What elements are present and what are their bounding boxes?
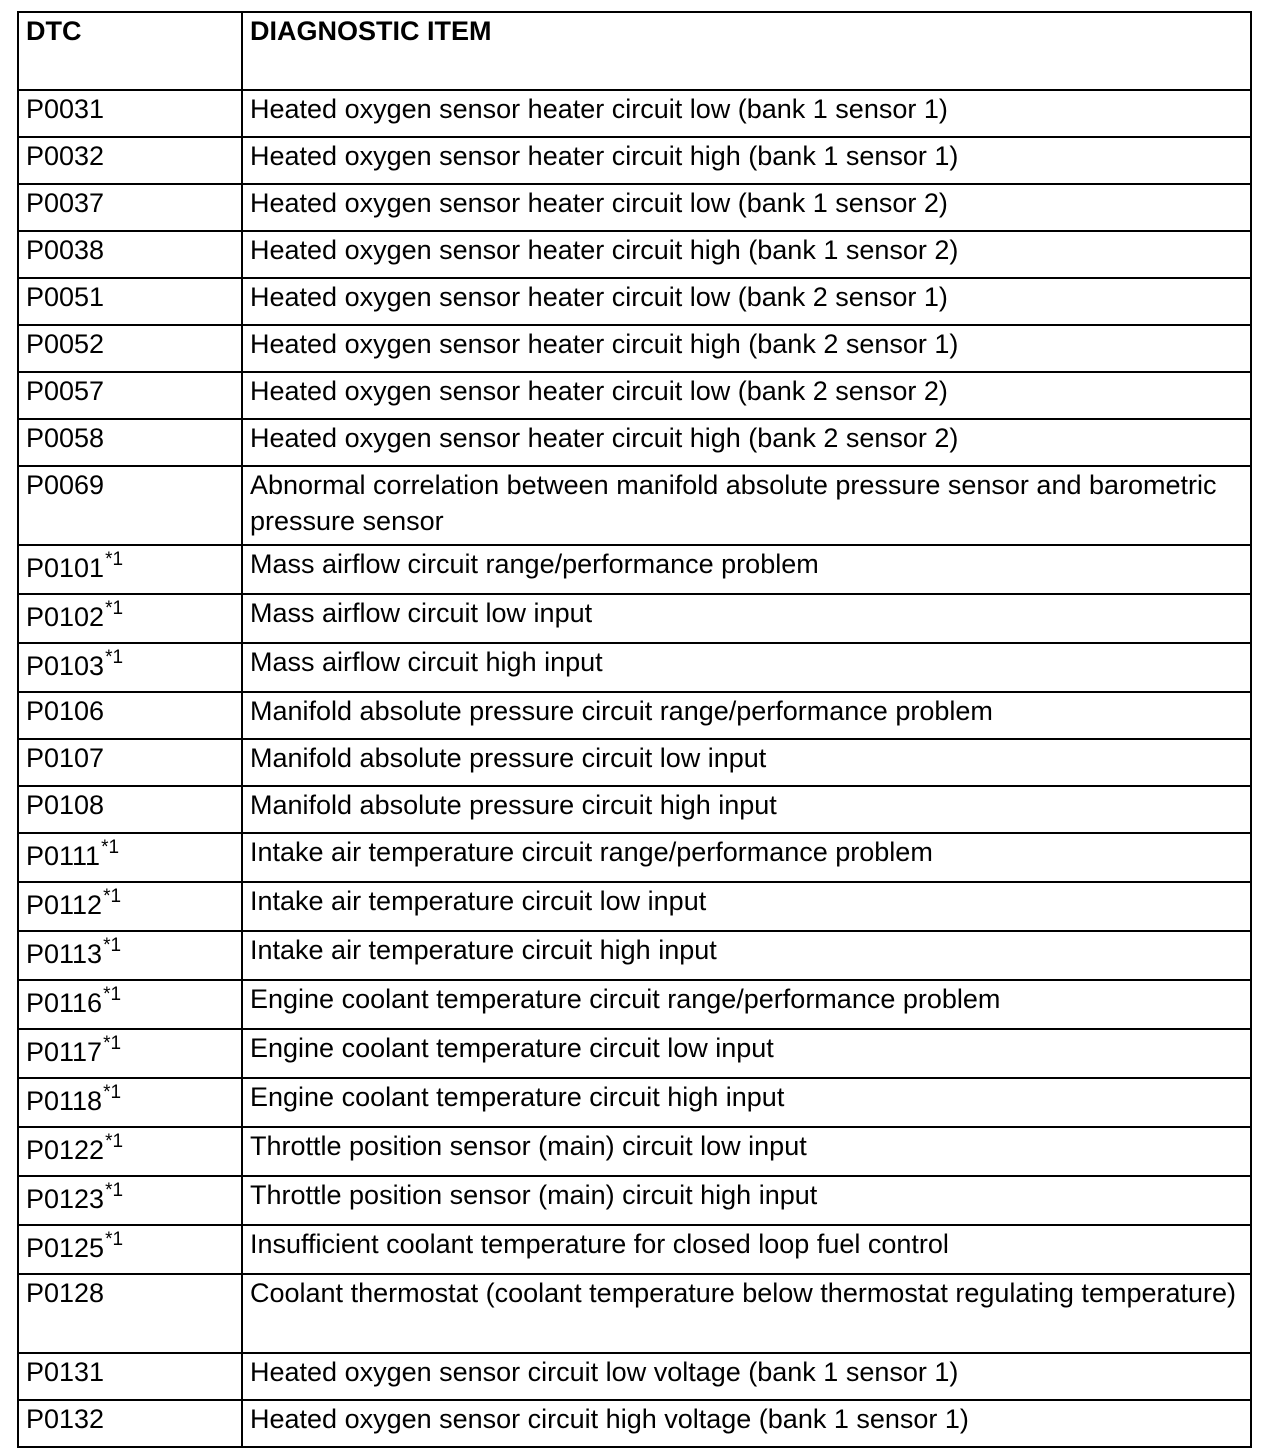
dtc-code-cell bbox=[18, 1176, 242, 1225]
dtc-code-cell bbox=[18, 931, 242, 980]
diagnostic-item-cell: Heated oxygen sensor heater circuit low (bank 2 sensor 1) bbox=[242, 278, 1251, 325]
table-row bbox=[18, 1225, 1251, 1274]
dtc-code: P0113 bbox=[26, 939, 103, 969]
dtc-code-cell bbox=[18, 278, 242, 325]
table-row bbox=[18, 278, 1251, 325]
dtc-code: P0032 bbox=[26, 141, 105, 171]
table-row bbox=[18, 466, 1251, 545]
dtc-code-cell bbox=[18, 231, 242, 278]
dtc-code-cell bbox=[18, 980, 242, 1029]
dtc-code: P0058 bbox=[26, 423, 105, 453]
footnote-marker: *1 bbox=[101, 837, 120, 858]
table-row bbox=[18, 980, 1251, 1029]
dtc-code: P0111 bbox=[26, 841, 101, 871]
table-row bbox=[18, 1400, 1251, 1447]
diagnostic-item-cell: Heated oxygen sensor heater circuit high (bank 1 sensor 1) bbox=[242, 137, 1251, 184]
table-row bbox=[18, 643, 1251, 692]
dtc-code-cell bbox=[18, 739, 242, 786]
dtc-code-cell bbox=[18, 692, 242, 739]
dtc-code: P0101 bbox=[26, 553, 105, 583]
diagnostic-item-cell: Intake air temperature circuit low input bbox=[242, 882, 1251, 931]
diagnostic-item-cell: Heated oxygen sensor heater circuit low (bank 2 sensor 2) bbox=[242, 372, 1251, 419]
diagnostic-item-cell: Mass airflow circuit range/performance problem bbox=[242, 545, 1251, 594]
diagnostic-item-cell: Heated oxygen sensor heater circuit low (bank 1 sensor 2) bbox=[242, 184, 1251, 231]
dtc-table bbox=[17, 11, 1252, 1448]
diagnostic-item-cell: Throttle position sensor (main) circuit low input bbox=[242, 1127, 1251, 1176]
footnote-marker: *1 bbox=[103, 984, 122, 1005]
diagnostic-item-cell: Heated oxygen sensor heater circuit low (bank 1 sensor 1) bbox=[242, 90, 1251, 137]
dtc-code-cell bbox=[18, 1400, 242, 1447]
diagnostic-item-cell: Engine coolant temperature circuit range/performance problem bbox=[242, 980, 1251, 1029]
dtc-code: P0123 bbox=[26, 1184, 105, 1214]
dtc-code-cell bbox=[18, 545, 242, 594]
dtc-code-cell bbox=[18, 90, 242, 137]
dtc-code: P0116 bbox=[26, 988, 103, 1018]
footnote-marker: *1 bbox=[105, 647, 124, 668]
dtc-code-cell bbox=[18, 594, 242, 643]
dtc-code: P0128 bbox=[26, 1278, 105, 1308]
dtc-code-cell bbox=[18, 1078, 242, 1127]
table-row bbox=[18, 786, 1251, 833]
footnote-marker: *1 bbox=[105, 1131, 124, 1152]
dtc-code-cell bbox=[18, 419, 242, 466]
dtc-code: P0112 bbox=[26, 890, 103, 920]
table-row bbox=[18, 833, 1251, 882]
table-row bbox=[18, 882, 1251, 931]
dtc-code-cell bbox=[18, 1029, 242, 1078]
diagnostic-item-cell: Heated oxygen sensor circuit low voltage (bank 1 sensor 1) bbox=[242, 1353, 1251, 1400]
table-row bbox=[18, 692, 1251, 739]
footnote-marker: *1 bbox=[105, 598, 124, 619]
dtc-code: P0102 bbox=[26, 602, 105, 632]
dtc-code-cell bbox=[18, 184, 242, 231]
dtc-code-cell bbox=[18, 372, 242, 419]
dtc-code: P0069 bbox=[26, 470, 105, 500]
diagnostic-item-cell: Coolant thermostat (coolant temperature below thermostat regulating temperature) bbox=[242, 1274, 1251, 1353]
table-row bbox=[18, 419, 1251, 466]
dtc-code: P0051 bbox=[26, 282, 105, 312]
diagnostic-item-cell: Intake air temperature circuit high input bbox=[242, 931, 1251, 980]
table-row bbox=[18, 594, 1251, 643]
table-row bbox=[18, 1029, 1251, 1078]
diagnostic-item-cell: Insufficient coolant temperature for closed loop fuel control bbox=[242, 1225, 1251, 1274]
dtc-code: P0122 bbox=[26, 1135, 105, 1165]
dtc-code: P0125 bbox=[26, 1233, 105, 1263]
table-row bbox=[18, 1127, 1251, 1176]
table-row bbox=[18, 137, 1251, 184]
dtc-code-cell bbox=[18, 325, 242, 372]
dtc-code: P0037 bbox=[26, 188, 105, 218]
dtc-code-cell bbox=[18, 1274, 242, 1353]
table-row bbox=[18, 1078, 1251, 1127]
dtc-code-cell bbox=[18, 786, 242, 833]
footnote-marker: *1 bbox=[103, 1082, 122, 1103]
diagnostic-item-cell: Mass airflow circuit low input bbox=[242, 594, 1251, 643]
footnote-marker: *1 bbox=[105, 549, 124, 570]
table-row bbox=[18, 1353, 1251, 1400]
dtc-code: P0031 bbox=[26, 94, 105, 124]
table-row bbox=[18, 931, 1251, 980]
dtc-code: P0117 bbox=[26, 1037, 103, 1067]
diagnostic-item-cell: Mass airflow circuit high input bbox=[242, 643, 1251, 692]
dtc-code-cell bbox=[18, 833, 242, 882]
diagnostic-item-cell: Throttle position sensor (main) circuit high input bbox=[242, 1176, 1251, 1225]
table-row bbox=[18, 1176, 1251, 1225]
diagnostic-item-cell: Engine coolant temperature circuit low input bbox=[242, 1029, 1251, 1078]
dtc-code-cell bbox=[18, 643, 242, 692]
footnote-marker: *1 bbox=[105, 1229, 124, 1250]
table-row bbox=[18, 184, 1251, 231]
dtc-code: P0132 bbox=[26, 1404, 105, 1434]
diagnostic-item-cell: Abnormal correlation between manifold absolute pressure sensor and barometric pressure sensor bbox=[242, 466, 1251, 545]
footnote-marker: *1 bbox=[103, 1033, 122, 1054]
table-row bbox=[18, 545, 1251, 594]
diagnostic-item-cell: Manifold absolute pressure circuit low input bbox=[242, 739, 1251, 786]
dtc-code-cell bbox=[18, 1353, 242, 1400]
dtc-code: P0038 bbox=[26, 235, 105, 265]
dtc-code: P0106 bbox=[26, 696, 105, 726]
dtc-code-cell bbox=[18, 1225, 242, 1274]
diagnostic-item-cell: Heated oxygen sensor heater circuit high (bank 2 sensor 1) bbox=[242, 325, 1251, 372]
table-row bbox=[18, 1274, 1251, 1353]
footnote-marker: *1 bbox=[103, 935, 122, 956]
table-row bbox=[18, 90, 1251, 137]
dtc-code-cell bbox=[18, 466, 242, 545]
diagnostic-item-cell: Manifold absolute pressure circuit range/performance problem bbox=[242, 692, 1251, 739]
table-header-row bbox=[18, 12, 1251, 90]
table-row bbox=[18, 231, 1251, 278]
footnote-marker: *1 bbox=[103, 886, 122, 907]
diagnostic-item-cell: Manifold absolute pressure circuit high input bbox=[242, 786, 1251, 833]
header-dtc: DTC bbox=[18, 12, 242, 90]
table-body bbox=[18, 90, 1251, 1447]
diagnostic-item-cell: Engine coolant temperature circuit high input bbox=[242, 1078, 1251, 1127]
diagnostic-item-cell: Heated oxygen sensor heater circuit high (bank 2 sensor 2) bbox=[242, 419, 1251, 466]
diagnostic-item-cell: Heated oxygen sensor heater circuit high (bank 1 sensor 2) bbox=[242, 231, 1251, 278]
dtc-code: P0108 bbox=[26, 790, 105, 820]
dtc-code-cell bbox=[18, 882, 242, 931]
diagnostic-item-cell: Intake air temperature circuit range/performance problem bbox=[242, 833, 1251, 882]
dtc-code: P0052 bbox=[26, 329, 105, 359]
dtc-code: P0131 bbox=[26, 1357, 105, 1387]
dtc-code: P0057 bbox=[26, 376, 105, 406]
header-diagnostic-item: DIAGNOSTIC ITEM bbox=[242, 12, 1251, 90]
footnote-marker: *1 bbox=[105, 1180, 124, 1201]
diagnostic-item-cell: Heated oxygen sensor circuit high voltage (bank 1 sensor 1) bbox=[242, 1400, 1251, 1447]
table-row bbox=[18, 739, 1251, 786]
table-row bbox=[18, 325, 1251, 372]
dtc-code-cell bbox=[18, 1127, 242, 1176]
dtc-code-cell bbox=[18, 137, 242, 184]
dtc-code: P0103 bbox=[26, 651, 105, 681]
table-row bbox=[18, 372, 1251, 419]
dtc-code: P0118 bbox=[26, 1086, 103, 1116]
dtc-code: P0107 bbox=[26, 743, 105, 773]
